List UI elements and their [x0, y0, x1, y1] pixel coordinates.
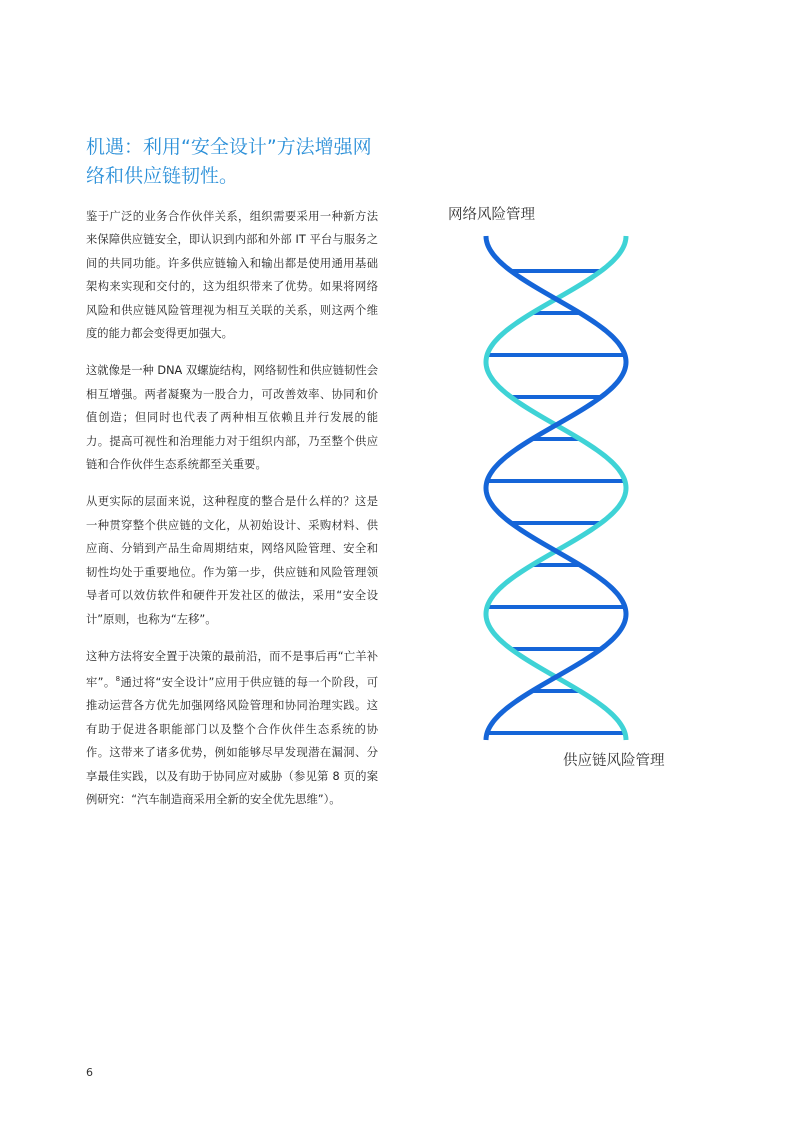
dna-label-cyber-risk: 网络风险管理: [448, 207, 535, 223]
paragraph-1: 鉴于广泛的业务合作伙伴关系，组织需要采用一种新方法来保障供应链安全，即认识到内部和外部 IT 平台与服务之间的共同功能。许多供应链输入和输出都是使用通用基础架构来实现和交付的，这为组织带来了优势。如果将网络风险和供应链风险管理视为相互关联的关系，则这两个维度的能力都会变得更加强大。: [86, 210, 378, 341]
page-number: 6: [86, 1066, 93, 1079]
paragraph-4-before: 这种方法将安全置于决策的最前沿，而不是事后再“亡羊补牢”。: [86, 649, 378, 690]
paragraph-4-after: 通过将“安全设计”应用于供应链的每一个阶段，可推动运营各方优先加强网络风险管理和协同治理实践。这有助于促进各职能部门以及整个合作伙伴生态系统的协作。这带来了诸多优势，例如能够尽早发现潜在漏洞、分享最佳实践，以及有助于协同应对威胁（参见第 8 页的案例研究：“汽车制造商采用全新的安全优先思维”）。: [86, 676, 378, 807]
paragraph-2: 这就像是一种 DNA 双螺旋结构，网络韧性和供应链韧性会相互增强。两者凝聚为一股合力，可改善效率、协同和价值创造；但同时也代表了两种相互依赖且并行发展的能力。提高可视性和治理能力对于组织内部，乃至整个供应链和合作伙伴生态系统都至关重要。: [86, 364, 378, 472]
paragraph-3: 从更实际的层面来说，这种程度的整合是什么样的？这是一种贯穿整个供应链的文化，从初始设计、采购材料、供应商、分销到产品生命周期结束，网络风险管理、安全和韧性均处于重要地位。作为第一步，供应链和风险管理领导者可以效仿软件和硬件开发社区的做法，采用“安全设计”原则，也称为“左移”。: [86, 495, 378, 626]
section-heading: 机遇：利用“安全设计”方法增强网络和供应链韧性。: [86, 136, 372, 187]
dna-helix-illustration: [440, 200, 700, 780]
dna-label-supply-chain-risk: 供应链风险管理: [563, 753, 665, 769]
helix-rungs: [487, 271, 625, 733]
footnote-reference: 8: [115, 675, 121, 684]
body-text: [86, 205, 378, 826]
paragraph-4: [86, 645, 378, 812]
